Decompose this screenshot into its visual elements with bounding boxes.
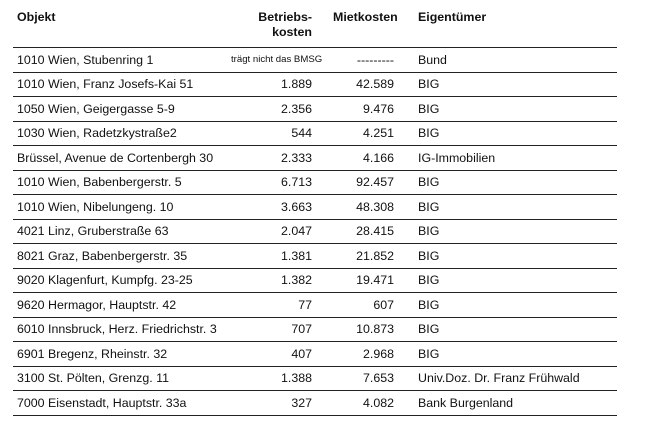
cell-mietkosten: 607 (326, 293, 406, 318)
cell-betriebskosten: trägt nicht das BMSG (231, 48, 326, 73)
cell-objekt: 6010 Innsbruck, Herz. Friedrichstr. 3 (13, 317, 231, 342)
cell-betriebskosten: 3.663 (231, 195, 326, 220)
header-mietkosten: Mietkosten (326, 6, 406, 48)
cell-objekt: 9620 Hermagor, Hauptstr. 42 (13, 293, 231, 318)
cell-objekt: 1030 Wien, Radetzkystraße2 (13, 121, 231, 146)
header-objekt: Objekt (13, 6, 231, 48)
cell-mietkosten: 9.476 (326, 97, 406, 122)
cell-eigentuemer: BIG (406, 170, 617, 195)
cell-betriebskosten: 1.382 (231, 268, 326, 293)
table-row (13, 293, 617, 318)
cell-eigentuemer: BIG (406, 268, 617, 293)
cell-objekt: 1050 Wien, Geigergasse 5-9 (13, 97, 231, 122)
table-row (13, 219, 617, 244)
table-row (13, 244, 617, 269)
header-eigentuemer: Eigentümer (406, 6, 617, 48)
cell-eigentuemer: BIG (406, 342, 617, 367)
table-row (13, 342, 617, 367)
header-betriebskosten (231, 6, 326, 48)
cell-betriebskosten: 2.047 (231, 219, 326, 244)
cell-objekt: 3100 St. Pölten, Grenzg. 11 (13, 366, 231, 391)
cell-objekt: 4021 Linz, Gruberstraße 63 (13, 219, 231, 244)
cell-mietkosten: 21.852 (326, 244, 406, 269)
cell-objekt: 6901 Bregenz, Rheinstr. 32 (13, 342, 231, 367)
cell-objekt: 1010 Wien, Babenbergerstr. 5 (13, 170, 231, 195)
cell-mietkosten: 4.166 (326, 146, 406, 171)
cell-mietkosten: 92.457 (326, 170, 406, 195)
header-row (13, 6, 617, 48)
cell-objekt: 1010 Wien, Franz Josefs-Kai 51 (13, 72, 231, 97)
table-row (13, 170, 617, 195)
header-betriebskosten-line2: kosten (272, 25, 312, 39)
table-row (13, 268, 617, 293)
cell-mietkosten: 2.968 (326, 342, 406, 367)
cell-eigentuemer: Bund (406, 48, 617, 73)
cell-mietkosten: 28.415 (326, 219, 406, 244)
cell-objekt: Brüssel, Avenue de Cortenbergh 30 (13, 146, 231, 171)
cell-objekt: 9020 Klagenfurt, Kumpfg. 23-25 (13, 268, 231, 293)
cell-mietkosten: --------- (326, 48, 406, 73)
cell-betriebskosten: 707 (231, 317, 326, 342)
cell-betriebskosten: 6.713 (231, 170, 326, 195)
cell-betriebskosten: 1.381 (231, 244, 326, 269)
cell-eigentuemer: Univ.Doz. Dr. Franz Frühwald (406, 366, 617, 391)
cell-eigentuemer: BIG (406, 317, 617, 342)
cell-mietkosten: 42.589 (326, 72, 406, 97)
cell-eigentuemer: BIG (406, 195, 617, 220)
cell-eigentuemer: BIG (406, 121, 617, 146)
cell-objekt: 1010 Wien, Nibelungeng. 10 (13, 195, 231, 220)
cell-mietkosten: 4.251 (326, 121, 406, 146)
cell-betriebskosten: 327 (231, 391, 326, 416)
cell-objekt: 8021 Graz, Babenbergerstr. 35 (13, 244, 231, 269)
cell-mietkosten: 19.471 (326, 268, 406, 293)
table-row (13, 317, 617, 342)
table-row (13, 97, 617, 122)
table-body (13, 48, 617, 416)
cell-eigentuemer: Bank Burgenland (406, 391, 617, 416)
table-row (13, 195, 617, 220)
cell-eigentuemer: BIG (406, 293, 617, 318)
cell-eigentuemer: BIG (406, 97, 617, 122)
table-row (13, 391, 617, 416)
table-row (13, 72, 617, 97)
cell-mietkosten: 4.082 (326, 391, 406, 416)
cell-eigentuemer: BIG (406, 219, 617, 244)
cell-betriebskosten: 2.356 (231, 97, 326, 122)
cell-mietkosten: 48.308 (326, 195, 406, 220)
cell-betriebskosten: 544 (231, 121, 326, 146)
table-row (13, 48, 617, 73)
cell-eigentuemer: BIG (406, 244, 617, 269)
cell-betriebskosten: 2.333 (231, 146, 326, 171)
table-row (13, 121, 617, 146)
cell-objekt: 7000 Eisenstadt, Hauptstr. 33a (13, 391, 231, 416)
cell-eigentuemer: IG-Immobilien (406, 146, 617, 171)
cell-betriebskosten: 407 (231, 342, 326, 367)
cost-table (13, 6, 617, 416)
cell-mietkosten: 10.873 (326, 317, 406, 342)
cell-mietkosten: 7.653 (326, 366, 406, 391)
cell-betriebskosten: 1.889 (231, 72, 326, 97)
cell-objekt: 1010 Wien, Stubenring 1 (13, 48, 231, 73)
table-row (13, 146, 617, 171)
cell-betriebskosten: 1.388 (231, 366, 326, 391)
cell-eigentuemer: BIG (406, 72, 617, 97)
cell-betriebskosten: 77 (231, 293, 326, 318)
table-row (13, 366, 617, 391)
header-betriebskosten-line1: Betriebs- (258, 10, 312, 24)
